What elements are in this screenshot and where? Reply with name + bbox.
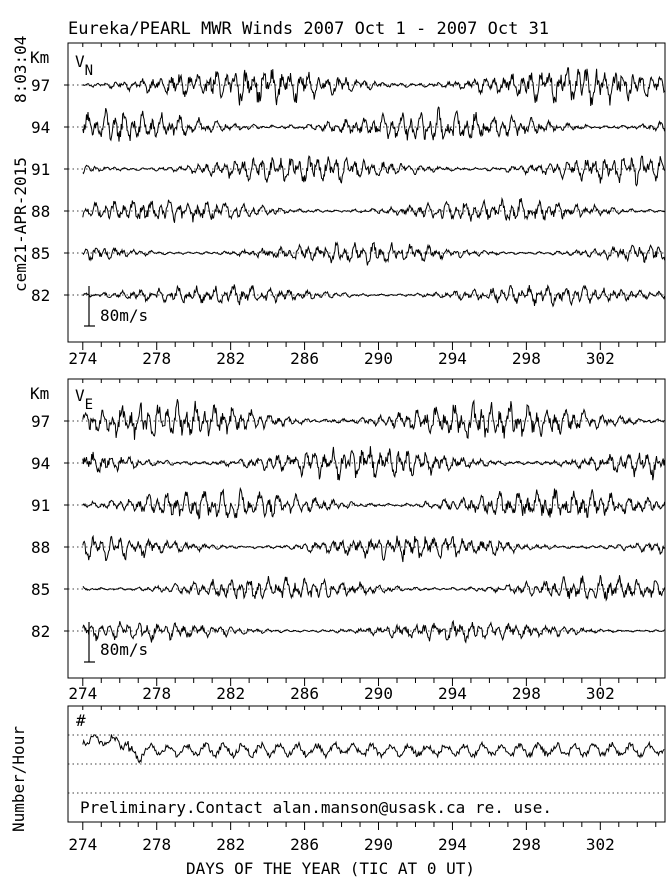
x-tick-label: 286 xyxy=(290,835,320,854)
x-tick-label: 274 xyxy=(68,349,98,368)
panel-count xyxy=(9,706,665,877)
series-line-count xyxy=(83,734,664,762)
x-tick-label: 278 xyxy=(142,835,172,854)
y-tick-label: 88 xyxy=(31,202,51,221)
y-tick-label: 97 xyxy=(31,412,51,431)
x-tick-label: 294 xyxy=(437,349,467,368)
figure-title: Eureka/PEARL MWR Winds 2007 Oct 1 - 2007 Oct 31 xyxy=(68,19,550,39)
x-tick-label: 290 xyxy=(364,349,393,368)
series-line-85 xyxy=(83,242,665,265)
series-line-85 xyxy=(83,575,665,600)
panel-ve-y-unit: Km xyxy=(30,384,50,403)
panel-vn-component-label: VN xyxy=(75,52,94,79)
panel-vn-x-tick-labels xyxy=(68,349,614,368)
panel-count-x-tick-labels xyxy=(68,835,614,854)
series-line-82 xyxy=(83,621,665,642)
y-tick-label: 85 xyxy=(31,244,51,263)
x-tick-label: 282 xyxy=(216,349,246,368)
panel-ve-component-label: VE xyxy=(75,386,94,413)
y-tick-label: 94 xyxy=(31,454,51,473)
y-tick-label: 91 xyxy=(31,160,51,179)
series-line-91 xyxy=(83,489,665,519)
panel-ve-y-tick-labels xyxy=(31,412,50,641)
y-tick-label: 82 xyxy=(31,286,51,305)
series-line-91 xyxy=(83,156,665,186)
x-tick-label: 302 xyxy=(585,349,615,368)
y-tick-label: 94 xyxy=(31,118,51,137)
series-line-88 xyxy=(83,536,665,562)
y-tick-label: 88 xyxy=(31,538,51,557)
panel-vn-y-unit: Km xyxy=(30,48,50,67)
x-axis-title: DAYS OF THE YEAR (TIC AT 0 UT) xyxy=(186,859,475,877)
x-tick-label: 298 xyxy=(511,835,541,854)
panel-ve-baselines xyxy=(64,421,665,631)
x-tick-label: 282 xyxy=(216,835,246,854)
x-tick-label: 290 xyxy=(364,684,393,703)
panel-count-y-label: Number/Hour xyxy=(9,726,28,832)
y-tick-label: 97 xyxy=(31,76,51,95)
x-tick-label: 278 xyxy=(142,349,172,368)
panel-count-trace xyxy=(83,734,664,762)
notice-text: Preliminary.Contact alan.manson@usask.ca re. use. xyxy=(80,798,553,817)
x-tick-label: 282 xyxy=(216,684,246,703)
panel-ve-scale-label: 80m/s xyxy=(100,640,149,659)
panel-vn xyxy=(30,43,665,368)
series-line-88 xyxy=(83,198,665,223)
x-tick-label: 278 xyxy=(142,684,172,703)
panel-vn-baselines xyxy=(64,85,665,295)
y-tick-label: 85 xyxy=(31,580,51,599)
series-line-94 xyxy=(83,107,665,142)
y-tick-label: 91 xyxy=(31,496,51,515)
panel-vn-traces xyxy=(83,68,665,306)
x-tick-label: 298 xyxy=(511,684,541,703)
x-tick-label: 274 xyxy=(68,835,98,854)
x-tick-label: 274 xyxy=(68,684,98,703)
datestamp: cem21-APR-2015 xyxy=(11,157,30,292)
x-tick-label: 298 xyxy=(511,349,541,368)
x-tick-label: 286 xyxy=(290,684,320,703)
panel-ve xyxy=(30,379,665,703)
x-tick-label: 286 xyxy=(290,349,320,368)
x-tick-label: 294 xyxy=(437,684,467,703)
panel-count-symbol: # xyxy=(76,711,86,730)
series-line-97 xyxy=(83,399,665,440)
timestamp: 8:03:04 xyxy=(11,35,30,103)
y-tick-label: 82 xyxy=(31,622,51,641)
panel-ve-traces xyxy=(83,399,665,642)
panel-vn-y-tick-labels xyxy=(31,76,50,305)
panel-vn-scale-label: 80m/s xyxy=(100,306,149,325)
x-tick-label: 302 xyxy=(585,684,615,703)
series-line-97 xyxy=(83,68,665,106)
panel-ve-x-tick-labels xyxy=(68,684,614,703)
x-tick-label: 302 xyxy=(585,835,615,854)
x-tick-label: 290 xyxy=(364,835,393,854)
x-tick-label: 294 xyxy=(437,835,467,854)
